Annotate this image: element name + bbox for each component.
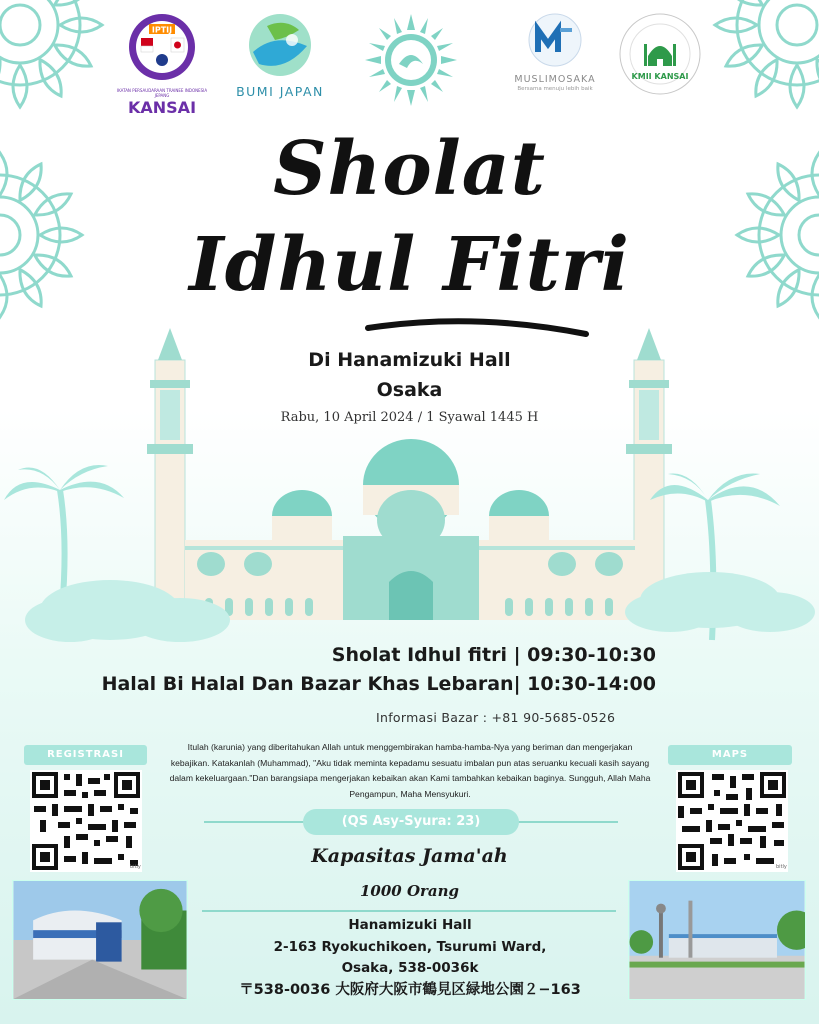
muslim-osaka-label: MUSLIMOSAKA xyxy=(514,74,596,85)
capacity-value: 1000 Orang xyxy=(359,882,460,900)
quran-quote: Itulah (karunia) yang diberitahukan Allah untuk menggembirakan hamba-hamba-Nya yang beriman dan mengerjakan kebajikan. Katakanlah (Muhammad), "Aku tidak meminta kepadamu sesuatu imbalan pun atas seruanku kecuali kasih sayang dalam kekeluargaan."Dan barangsiapa mengerjakan kebaikan akan Kami tambahkan kebaikan baginya. Sungguh, Allah Maha Pengampun, Maha Mensyukuri. xyxy=(169,742,651,799)
capacity-label: Kapasitas Jama'ah xyxy=(311,845,508,867)
iptij-kansai-label: KANSAI xyxy=(127,98,197,117)
schedule-time-2: 10:30-14:00 xyxy=(527,673,656,695)
iptij-emblem-icon xyxy=(127,12,197,82)
schedule-label-1: Sholat Idhul fitri xyxy=(331,644,507,666)
muhammadiyah-sun-icon xyxy=(361,12,461,108)
mosque-illustration xyxy=(0,320,819,650)
logo-kmii-kansai xyxy=(618,12,702,104)
title-line-2: Idhul Fitri xyxy=(189,222,630,308)
iptij-small-text: IKATAN PERSAUDARAAN TRAINEE INDONESIA JEPANG xyxy=(116,88,208,98)
address-divider xyxy=(202,910,616,912)
registration-label: REGISTRASI xyxy=(24,745,147,765)
quote-divider-right xyxy=(518,821,618,823)
schedule-row-2: Halal Bi Halal Dan Bazar Khas Lebaran| 10:30-14:00 xyxy=(101,673,656,695)
address-name: Hanamizuki Hall xyxy=(348,917,472,933)
muslim-osaka-tagline: Bersama menuju lebih baik xyxy=(517,86,593,92)
venue-line-1: Di Hanamizuki Hall xyxy=(308,349,511,371)
address-line-3: 〒538-0036 大阪府大阪市鶴見区緑地公園２−163 xyxy=(239,982,581,998)
schedule-time-1: 09:30-10:30 xyxy=(527,644,656,666)
logo-muslim-osaka xyxy=(500,12,610,104)
registration-qr-caption: bitly xyxy=(130,864,141,870)
title-line-1: Sholat xyxy=(273,126,546,212)
schedule-label-2: Halal Bi Halal Dan Bazar Khas Lebaran xyxy=(101,673,514,695)
logo-bumi-japan xyxy=(232,12,328,104)
event-date: Rabu, 10 April 2024 / 1 Syawal 1445 H xyxy=(280,410,539,425)
hall-photo-left xyxy=(12,880,188,1000)
quote-source-badge: (QS Asy-Syura: 23) xyxy=(303,809,519,835)
mandala-petal xyxy=(0,56,6,99)
logo-muhammadiyah xyxy=(356,12,466,104)
hall-photo-right xyxy=(628,880,806,1000)
mandala-petal xyxy=(811,56,819,99)
mandala-ornament-top-right xyxy=(712,0,819,110)
mandala-petal xyxy=(51,0,94,11)
kmii-mosque-icon xyxy=(618,12,702,96)
mandala-petal xyxy=(722,0,765,11)
kmii-kansai-label: KMII KANSAI xyxy=(631,72,689,81)
muslim-osaka-m-icon xyxy=(520,12,590,68)
quote-divider-left xyxy=(204,821,304,823)
maps-qr-caption: bitly xyxy=(776,864,787,870)
venue-line-2: Osaka xyxy=(376,379,443,401)
bazar-info: Informasi Bazar : +81 90-5685-0526 xyxy=(376,710,616,725)
address-line-2: Osaka, 538-0036k xyxy=(341,960,479,976)
address-line-1: 2-163 Ryokuchikoen, Tsurumi Ward, xyxy=(273,939,547,955)
mandala-ornament-top-left xyxy=(0,0,105,110)
bumi-japan-globe-icon xyxy=(245,12,315,78)
schedule-row-1: Sholat Idhul fitri | 09:30-10:30 xyxy=(331,644,656,666)
maps-label: MAPS xyxy=(668,745,792,765)
svg-text:IPTIJ: IPTIJ xyxy=(151,25,173,35)
bumi-japan-label: BUMI JAPAN xyxy=(236,84,324,99)
logo-iptij-kansai xyxy=(114,12,210,117)
